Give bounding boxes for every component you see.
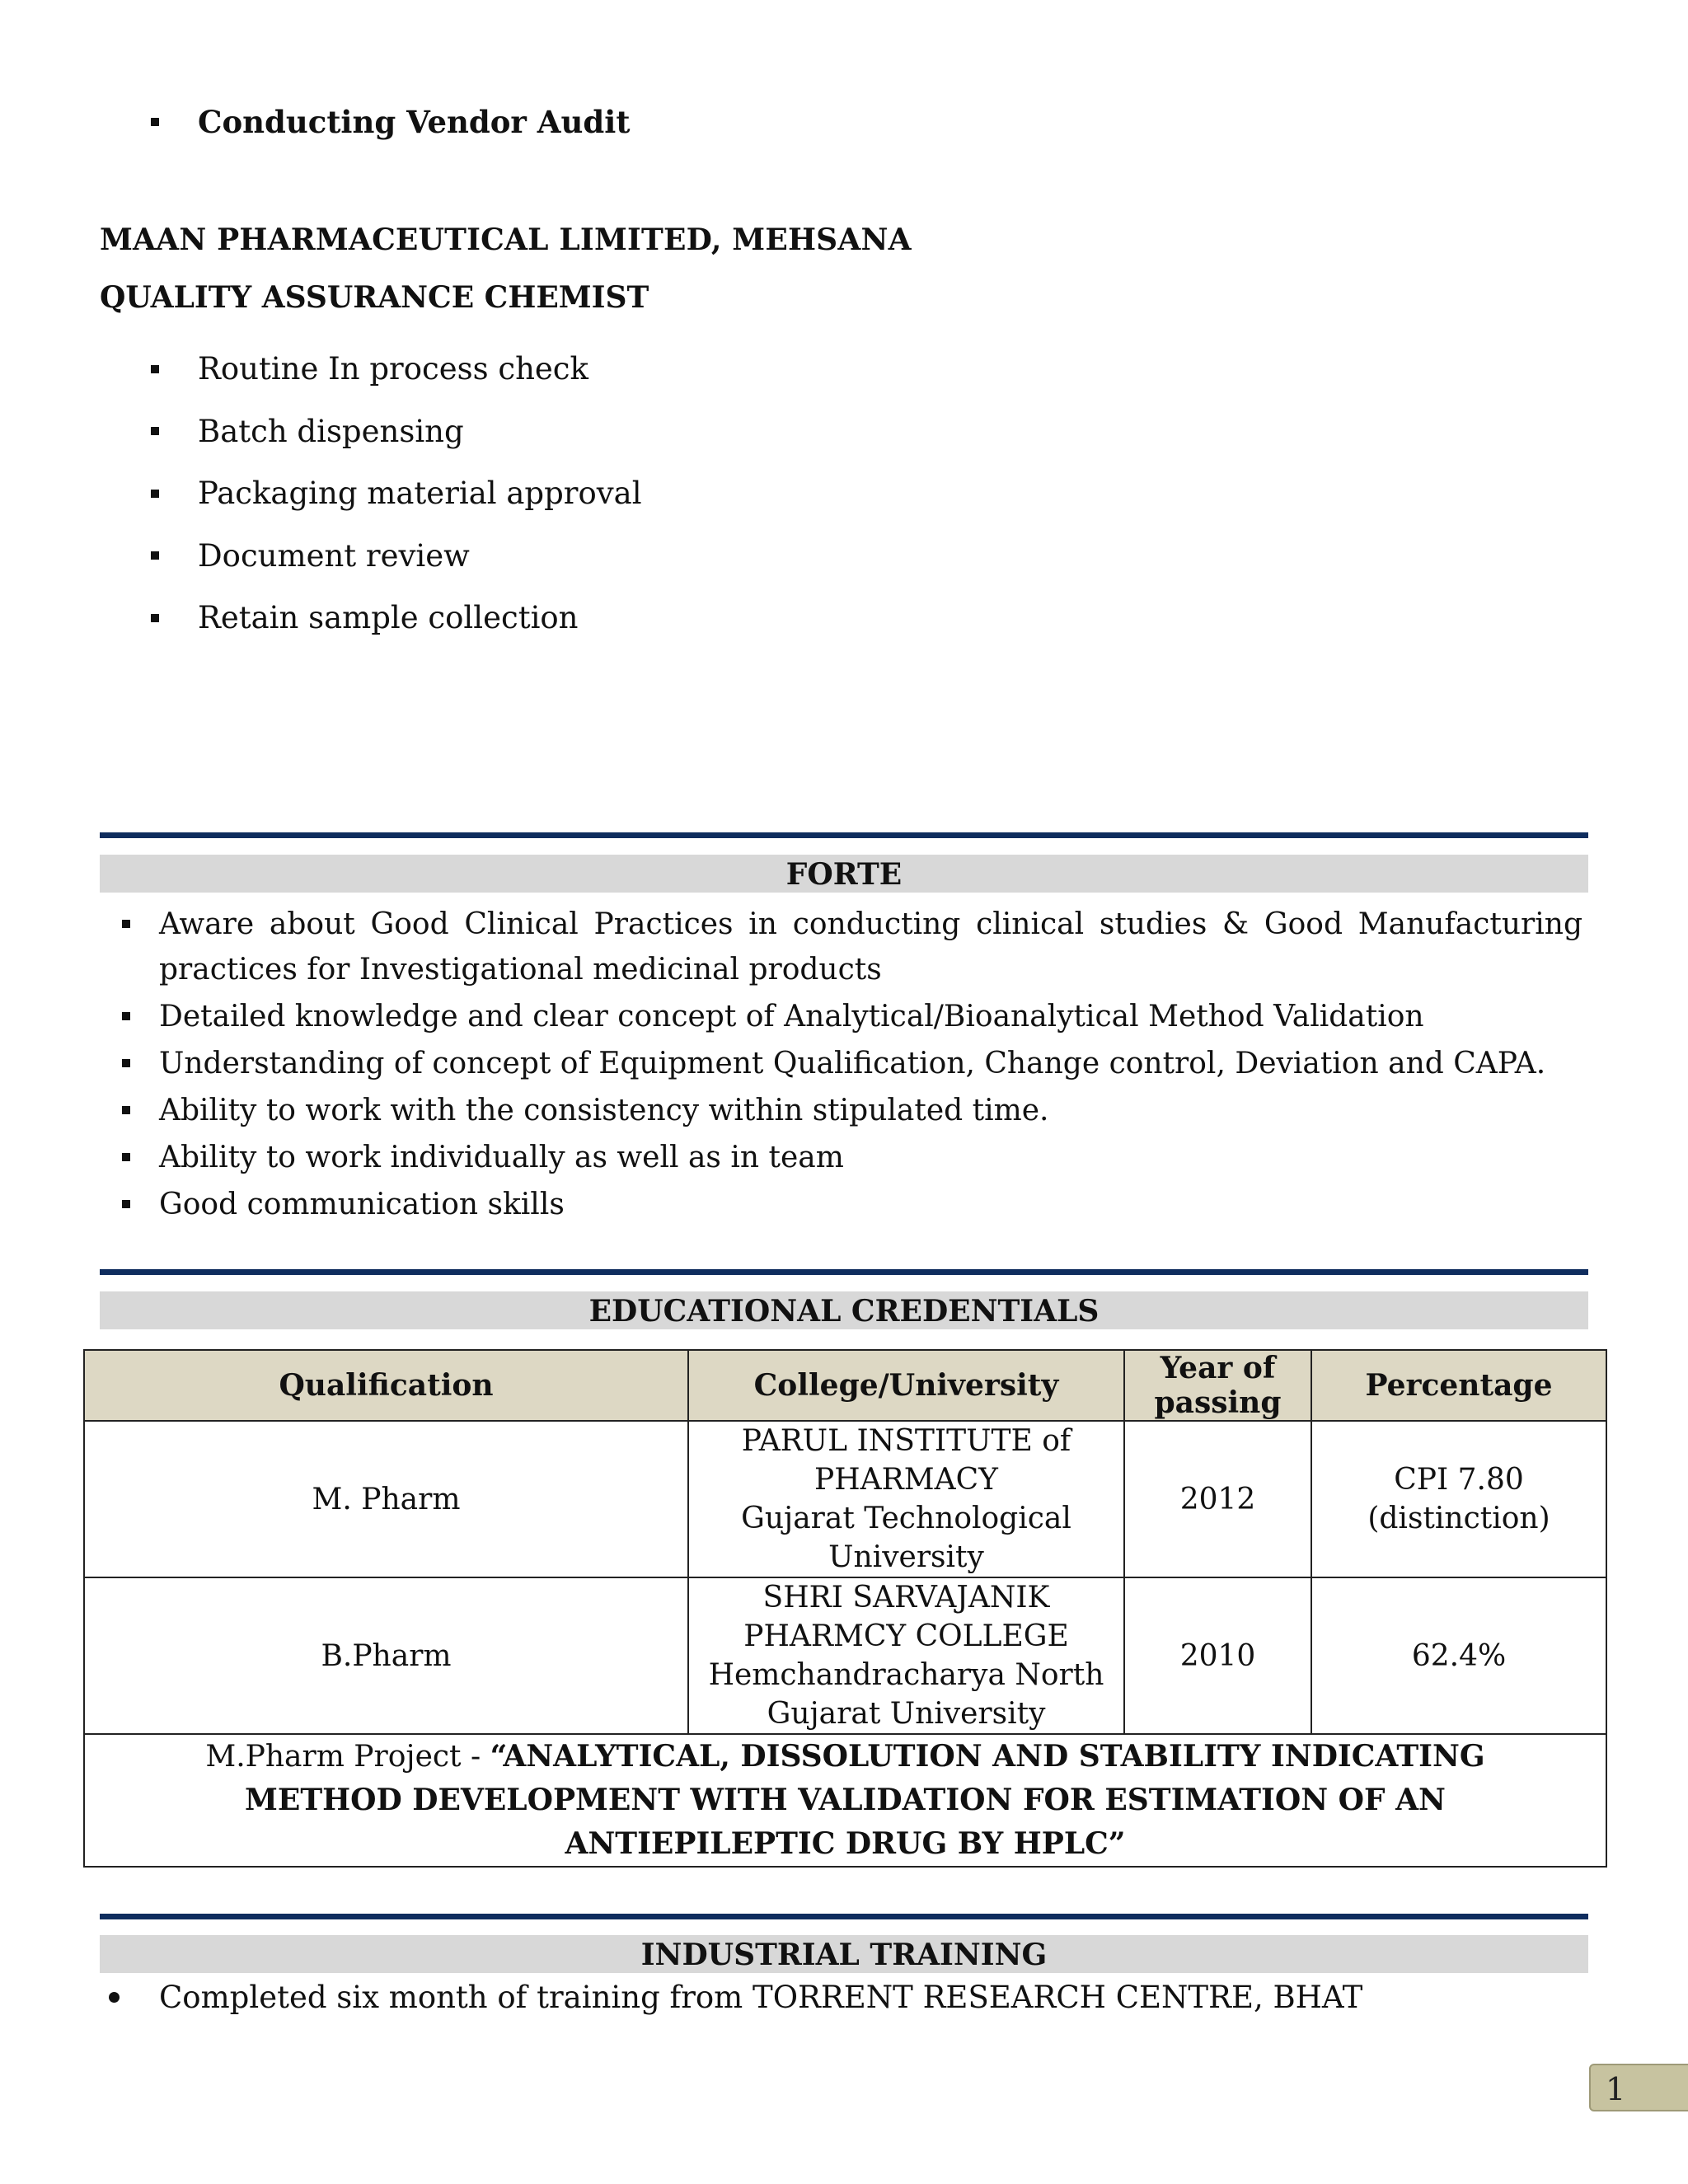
percentage-cell: 62.4% [1311, 1577, 1606, 1734]
training-text: Completed six month of training from TORRENT RESEARCH CENTRE, BHAT [159, 1980, 1363, 2015]
square-bullet-icon [151, 490, 159, 498]
project-title: “ANALYTICAL, DISSOLUTION AND STABILITY INDICATING METHOD DEVELOPMENT WITH VALIDATION FOR ESTIMATION OF AN ANTIEPILEPTIC DRUG BY HPLC” [245, 1739, 1485, 1861]
college-cell [688, 1421, 1124, 1577]
section-heading-education: EDUCATIONAL CREDENTIALS [100, 1291, 1588, 1329]
list-item: Good communication skills [122, 1182, 1582, 1227]
list-item: Aware about Good Clinical Practices in conducting clinical studies & Good Manufacturing practices for Investigational medicinal products [122, 902, 1582, 992]
table-row [84, 1734, 1606, 1867]
list-item: Retain sample collection [151, 587, 642, 649]
square-bullet-icon [151, 614, 159, 622]
square-bullet-icon [151, 551, 159, 560]
square-bullet-icon [151, 118, 159, 126]
section-divider [100, 1914, 1588, 1919]
list-item [109, 1980, 1362, 2015]
list-item: Batch dispensing [151, 401, 642, 463]
list-item [151, 104, 630, 140]
job-role: QUALITY ASSURANCE CHEMIST [100, 280, 649, 315]
education-table [83, 1349, 1607, 1868]
section-divider [100, 832, 1588, 838]
year-cell: 2012 [1124, 1421, 1311, 1577]
square-bullet-icon [151, 365, 159, 373]
duty-list [151, 338, 642, 649]
page-number: 1 [1589, 2064, 1688, 2111]
column-header: Qualification [84, 1350, 688, 1421]
duty-text: Conducting Vendor Audit [198, 104, 631, 140]
square-bullet-icon [151, 427, 159, 435]
table-row [84, 1421, 1606, 1577]
college-cell [688, 1577, 1124, 1734]
column-header: Year of passing [1124, 1350, 1311, 1421]
forte-list [122, 902, 1582, 1229]
table-row [84, 1577, 1606, 1734]
section-heading-training: INDUSTRIAL TRAINING [100, 1935, 1588, 1973]
round-bullet-icon [109, 1992, 120, 2003]
company-name: MAAN PHARMACEUTICAL LIMITED, MEHSANA [100, 223, 912, 257]
section-divider [100, 1269, 1588, 1275]
project-label: M.Pharm Project - [205, 1740, 490, 1774]
list-item: Packaging material approval [151, 462, 642, 525]
college-name: PARUL INSTITUTE of PHARMACY [741, 1424, 1071, 1497]
percentage-cell: CPI 7.80 (distinction) [1311, 1421, 1606, 1577]
qualification-cell: B.Pharm [84, 1577, 688, 1734]
college-name: SHRI SARVAJANIK PHARMCY COLLEGE [743, 1581, 1069, 1653]
section-heading-forte: FORTE [100, 855, 1588, 893]
list-item: Understanding of concept of Equipment Qualification, Change control, Deviation and CAPA. [122, 1041, 1582, 1086]
project-cell [84, 1734, 1606, 1867]
year-cell: 2010 [1124, 1577, 1311, 1734]
column-header: Percentage [1311, 1350, 1606, 1421]
qualification-cell: M. Pharm [84, 1421, 688, 1577]
list-item: Ability to work individually as well as in team [122, 1135, 1582, 1180]
list-item: Routine In process check [151, 338, 642, 401]
column-header: College/University [688, 1350, 1124, 1421]
list-item: Document review [151, 525, 642, 588]
table-header-row [84, 1350, 1606, 1421]
list-item: Ability to work with the consistency within stipulated time. [122, 1088, 1582, 1133]
list-item: Detailed knowledge and clear concept of Analytical/Bioanalytical Method Validation [122, 994, 1582, 1039]
university-name: Hemchandracharya North Gujarat University [708, 1658, 1104, 1731]
university-name: Gujarat Technological University [741, 1502, 1071, 1574]
